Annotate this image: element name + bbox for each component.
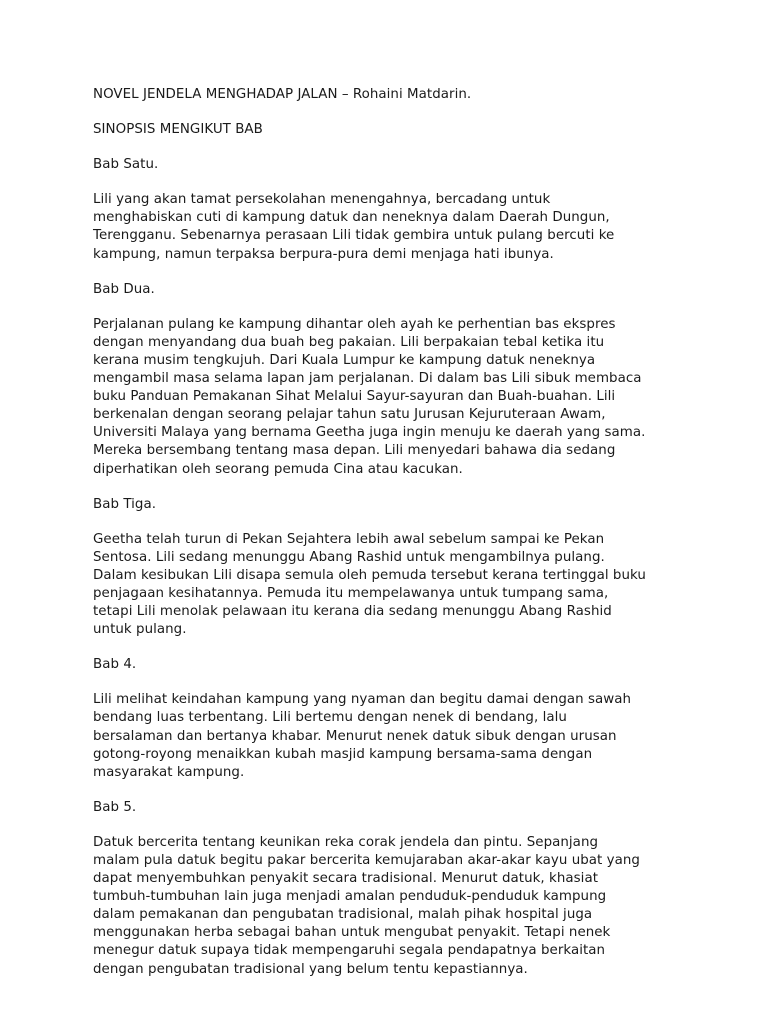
section-paragraph (93, 691, 678, 781)
paragraph-line: tetapi Lili menolak pelawaan itu kerana dia sedang menunggu Abang Rashid (93, 604, 612, 620)
paragraph-line: dengan menyandang dua buah beg pakaian. Lili berpakaian tebal ketika itu (93, 334, 605, 350)
paragraph-line: tumbuh-tumbuhan lain juga menjadi amalan penduduk-penduduk kampung (93, 889, 607, 905)
section-heading: Bab Dua. (93, 281, 155, 297)
paragraph-line: berkenalan dengan seorang pelajar tahun satu Jurusan Kejuruteraan Awam, (93, 407, 606, 423)
paragraph-line: buku Panduan Pemakanan Sihat Melalui Sayur-sayuran dan Buah-buahan. Lili (93, 389, 616, 405)
document-body (93, 86, 678, 996)
paragraph-line: Datuk bercerita tentang keunikan reka corak jendela dan pintu. Sepanjang (93, 834, 599, 850)
document-title: NOVEL JENDELA MENGHADAP JALAN – Rohaini Matdarin. (93, 87, 472, 102)
paragraph-line: kerana musim tengkujuh. Dari Kuala Lumpur ke kampung datuk neneknya (93, 352, 596, 368)
document-subtitle: SINOPSIS MENGIKUT BAB (93, 122, 263, 138)
section-heading: Bab 4. (93, 657, 137, 673)
section-heading: Bab Tiga. (93, 496, 157, 512)
paragraph-line: bendang luas terbentang. Lili bertemu dengan nenek di bendang, lalu (93, 710, 567, 726)
sections-container (93, 156, 678, 978)
paragraph-line: mengambil masa selama lapan jam perjalanan. Di dalam bas Lili sibuk membaca (93, 371, 642, 387)
paragraph-line: gotong-royong menaikkan kubah masjid kampung bersama-sama dengan (93, 746, 593, 762)
paragraph-line: diperhatikan oleh seorang pemuda Cina atau kacukan. (93, 461, 463, 477)
paragraph-line: Perjalanan pulang ke kampung dihantar oleh ayah ke perhentian bas ekspres (93, 316, 616, 332)
paragraph-line: dapat menyembuhkan penyakit secara tradisional. Menurut datuk, khasiat (93, 871, 598, 887)
paragraph-line: Sentosa. Lili sedang menunggu Abang Rashid untuk mengambilnya pulang. (93, 549, 605, 565)
paragraph-line: kampung, namun terpaksa berpura-pura demi menjaga hati ibunya. (93, 246, 554, 262)
section-paragraph (93, 834, 678, 979)
paragraph-line: bersalaman dan bertanya khabar. Menurut nenek datuk sibuk dengan urusan (93, 728, 617, 744)
paragraph-line: masyarakat kampung. (93, 764, 245, 780)
paragraph-line: menggunakan herba sebagai bahan untuk mengubat penyakit. Tetapi nenek (93, 925, 611, 941)
paragraph-line: Dalam kesibukan Lili disapa semula oleh pemuda tersebut kerana tertinggal buku (93, 567, 646, 583)
paragraph-line: Geetha telah turun di Pekan Sejahtera lebih awal sebelum sampai ke Pekan (93, 531, 605, 547)
section-paragraph (93, 531, 678, 640)
paragraph-line: dalam pemakanan dan pengubatan tradisional, malah pihak hospital juga (93, 907, 593, 923)
paragraph-line: Mereka bersembang tentang masa depan. Lili menyedari bahawa dia sedang (93, 443, 616, 459)
paragraph-line: untuk pulang. (93, 622, 187, 638)
section-paragraph (93, 191, 678, 263)
paragraph-line: menegur datuk supaya tidak mempengaruhi segala pendapatnya berkaitan (93, 943, 606, 959)
section-paragraph (93, 316, 678, 479)
paragraph-line: Universiti Malaya yang bernama Geetha juga ingin menuju ke daerah yang sama. (93, 425, 646, 441)
section-heading: Bab 5. (93, 799, 137, 815)
paragraph-line: Terengganu. Sebenarnya perasaan Lili tidak gembira untuk pulang bercuti ke (93, 228, 615, 244)
section-heading: Bab Satu. (93, 157, 159, 173)
paragraph-line: penjagaan kesihatannya. Pemuda itu mempelawanya untuk tumpang sama, (93, 585, 609, 601)
paragraph-line: Lili yang akan tamat persekolahan menengahnya, bercadang untuk (93, 192, 551, 208)
paragraph-line: dengan pengubatan tradisional yang belum tentu kepastiannya. (93, 961, 528, 977)
paragraph-line: menghabiskan cuti di kampung datuk dan neneknya dalam Daerah Dungun, (93, 210, 610, 226)
paragraph-line: malam pula datuk begitu pakar bercerita kemujaraban akar-akar kayu ubat yang (93, 853, 640, 868)
paragraph-line: Lili melihat keindahan kampung yang nyaman dan begitu damai dengan sawah (93, 692, 632, 708)
